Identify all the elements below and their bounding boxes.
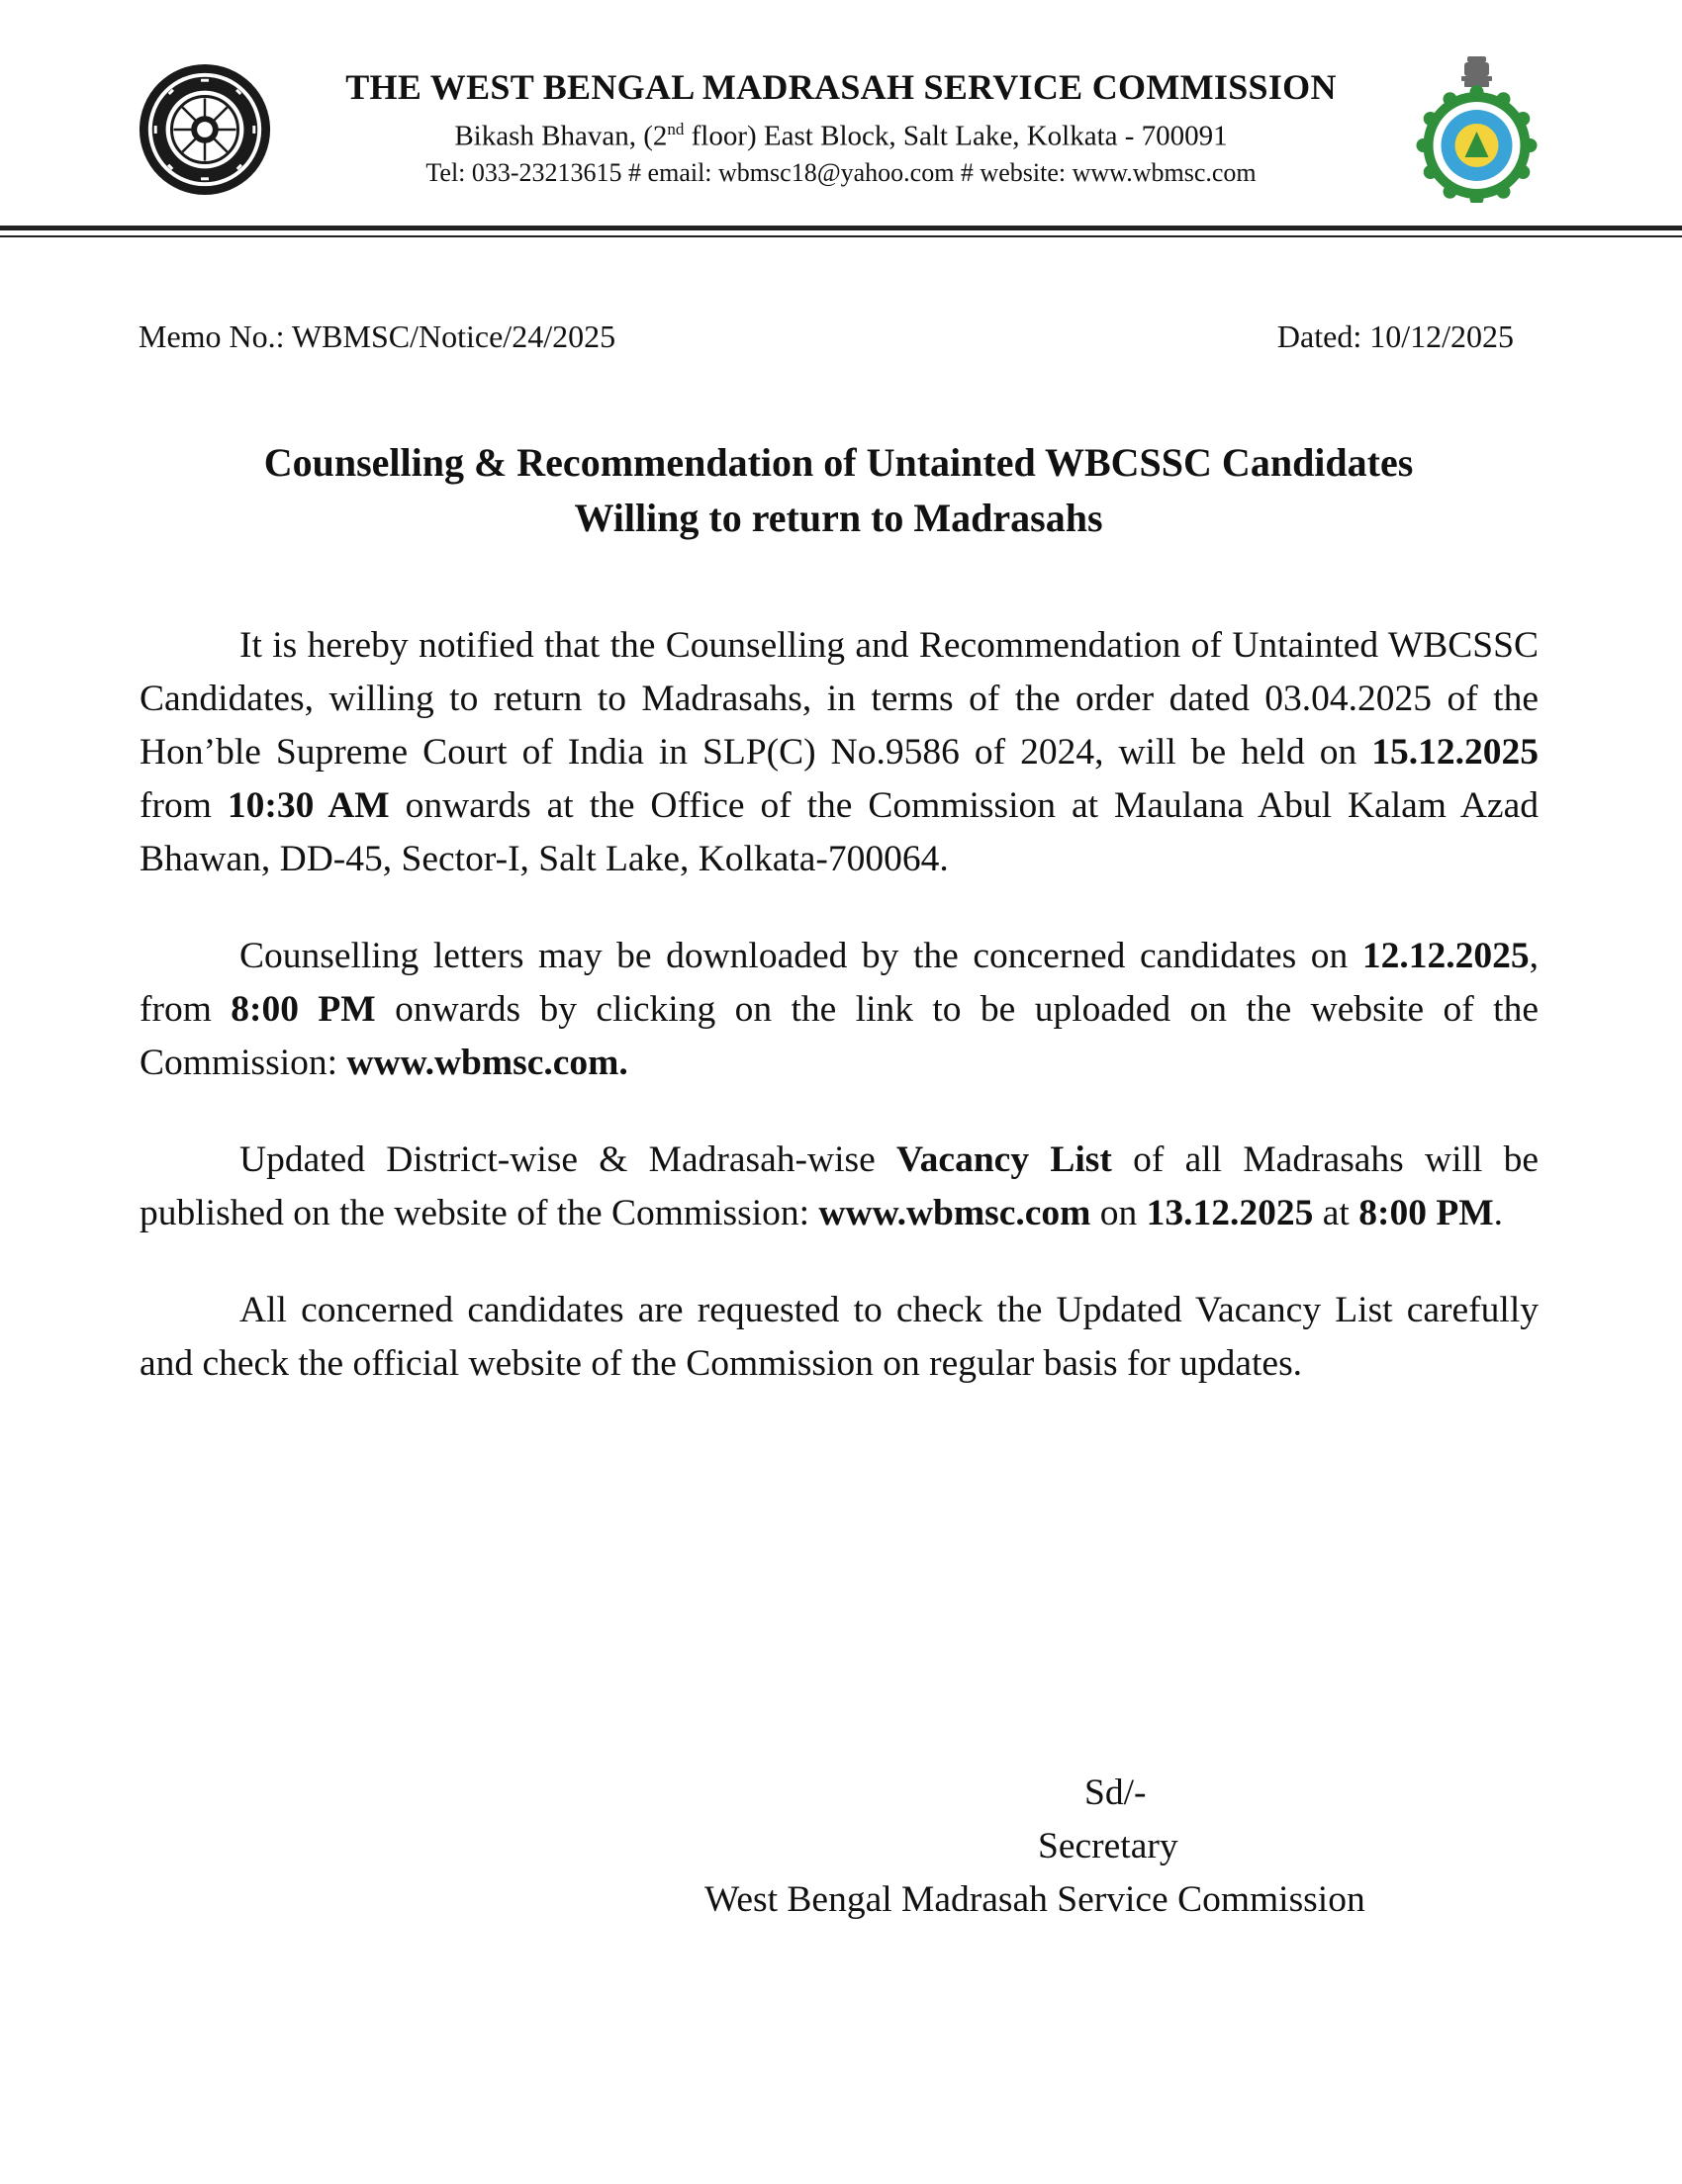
subject-line-2: Willing to return to Madrasahs	[574, 496, 1103, 540]
download-date: 12.12.2025	[1361, 936, 1530, 976]
notice-subject	[139, 435, 1539, 546]
signatory-designation: Secretary	[1038, 1826, 1178, 1866]
signature-sd: Sd/-	[1084, 1773, 1147, 1813]
signatory-organization: West Bengal Madrasah Service Commission	[704, 1879, 1365, 1920]
organization-title: THE WEST BENGAL MADRASAH SERVICE COMMISSION	[345, 67, 1337, 107]
paragraph-vacancy-list: Updated District-wise & Madrasah-wise Vacancy List of all Madrasahs will be published on the website of the Commission: www.wbmsc.com on 13.12.2025 at 8:00 PM.	[140, 1139, 1540, 1233]
letterhead-divider-thick	[0, 226, 1682, 230]
vacancy-publish-time: 8:00 PM	[1358, 1193, 1494, 1233]
paragraph-counselling-schedule: It is hereby notified that the Counselling and Recommendation of Untainted WBCSSC Candidates, willing to return to Madrasahs, in terms of the order dated 03.04.2025 of the Hon’ble Supreme Court of India in SLP(C) No.9586 of 2024, will be held on 15.12.2025 from 10:30 AM onwards at the Office of the Commission at Maulana Abul Kalam Azad Bhawan, DD-45, Sector-I, Salt Lake, Kolkata-700064.	[140, 625, 1539, 879]
organization-address: Bikash Bhavan, (2nd floor) East Block, Salt Lake, Kolkata - 700091	[454, 120, 1228, 152]
letterhead-divider-thin	[0, 235, 1682, 237]
signature-block	[704, 1767, 1538, 1927]
letterhead-text	[247, 65, 1435, 191]
website-link: www.wbmsc.com	[818, 1193, 1091, 1233]
organization-contact: Tel: 033-23213615 # email: wbmsc18@yahoo.com # website: www.wbmsc.com	[425, 157, 1257, 187]
counselling-date: 15.12.2025	[1371, 732, 1539, 773]
letterhead	[0, 0, 1682, 247]
subject-line-1: Counselling & Recommendation of Untainted WBCSSC Candidates	[263, 440, 1414, 485]
memo-date: Dated: 10/12/2025	[1276, 318, 1514, 354]
vacancy-list-label: Vacancy List	[896, 1139, 1112, 1180]
counselling-time: 10:30 AM	[227, 785, 390, 826]
paragraph-counselling-letters: Counselling letters may be downloaded by the concerned candidates on 12.12.2025, from 8:00 PM onwards by clicking on the link to be uploaded on the website of the Commission: www.wbmsc.com.	[140, 936, 1539, 1083]
vacancy-publish-date: 13.12.2025	[1146, 1193, 1314, 1233]
notice-body	[140, 619, 1539, 1434]
download-time: 8:00 PM	[231, 989, 376, 1030]
memo-number: Memo No.: WBMSC/Notice/24/2025	[139, 318, 616, 354]
state-emblem-logo	[1405, 54, 1548, 203]
website-link: www.wbmsc.com.	[346, 1043, 628, 1083]
paragraph-advisory: All concerned candidates are requested to check the Updated Vacancy List carefully and check the official website of the Commission on regular basis for updates.	[140, 1290, 1539, 1384]
